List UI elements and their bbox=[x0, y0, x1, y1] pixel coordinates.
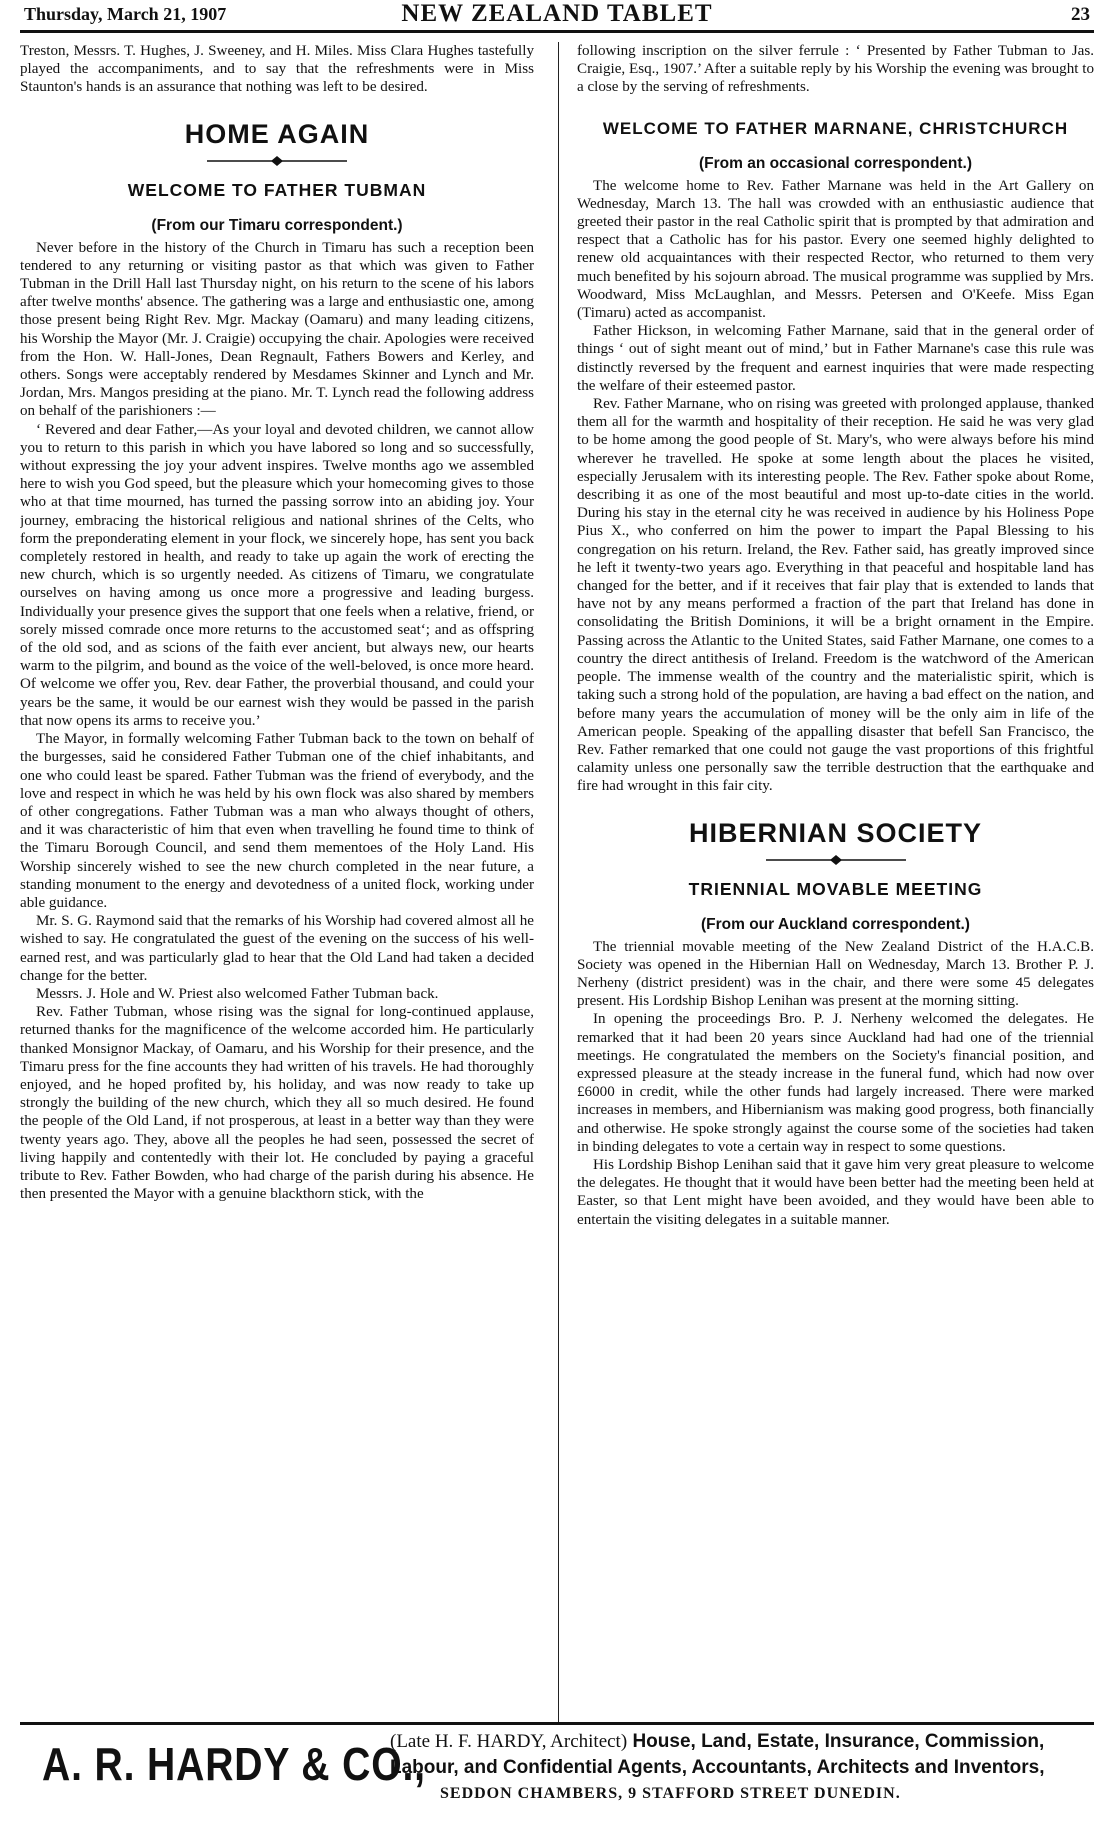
article-paragraph: His Lordship Bishop Lenihan said that it gave him very great pleasure to welcome the delegates. He thought that it would have been better had the meeting been held at Easter, so that Lent might have been avoided, and they would have been able to entertain the visiting delegates in a suitable manner. bbox=[577, 1156, 1094, 1228]
article-paragraph: Rev. Father Tubman, whose rising was the signal for long-continued applause, returned thanks for the magnificence of the welcome accorded him. He particularly thanked Monsignor Mackay, of Oamaru, and his Worship for their presence, and the Timaru press for the fine accounts they had written of his travels. He had thoroughly enjoyed, and he hoped profited by, his holiday, and was now ready to take up strongly the building of the new church, which they all so much desired. He found the people of the Old Land, if not prosperous, at least in a better way than they were twenty years ago. They, above all the peoples he had seen, possessed the secret of living happily and contentedly with their lot. He concluded by paying a graceful tribute to Rev. Father Bowden, who had charge of the parish during his absence. He then presented the Mayor with a genuine blackthorn stick, with the bbox=[20, 1004, 534, 1203]
services-line-2: Labour, and Confidential Agents, Accountants, Architects and Inventors, bbox=[390, 1757, 1045, 1778]
byline-occasional: (From an occasional correspondent.) bbox=[698, 154, 973, 172]
byline-timaru: (From our Timaru correspondent.) bbox=[151, 216, 403, 234]
article-paragraph: Messrs. J. Hole and W. Priest also welcomed Father Tubman back. bbox=[36, 985, 439, 1002]
article-title-tubman: WELCOME TO FATHER TUBMAN bbox=[127, 179, 427, 200]
advertisement-footer bbox=[20, 1722, 1094, 1820]
services-line-1 bbox=[390, 1731, 1044, 1753]
article-paragraph: Never before in the history of the Church in Timaru has such a reception been tendered to any returning or visiting pastor as that which was given to Father Tubman in the Drill Hall last Thursday night, on his return to the scene of his labors after twelve months' absence. The gathering was a large and enthusiastic one, among those present being Right Rev. Mgr. Mackay (Oamaru) and many leading citizens, his Worship the Mayor (Mr. J. Craigie) occupying the chair. Apologies were received from the Hon. W. Hall-Jones, Dean Regnault, Fathers Bowers and Kerley, and others. Songs were acceptably rendered by Mesdames Skinner and Lynch and Mr. Jordan, Mrs. Mangos presiding at the piano. Mr. T. Lynch read the following address on behalf of the parishioners :— bbox=[20, 239, 534, 420]
right-column bbox=[577, 42, 1094, 1717]
ornament-rule bbox=[207, 156, 347, 166]
article-paragraph: ‘ Revered and dear Father,—As your loyal and devoted children, we cannot allow you to return to this parish in which you have labored so long and so successfully, without expressing the joy your advent inspires. Twelve months ago we assembled here to wish you God speed, but the pleasure which your homecoming gives to those who at that time mourned, has turned the passing sorrow into an abiding joy. Your journey, embracing the historical religious and national shrines of the Celts, who form the preponderating element in your flock, we sincerely hope, has sent you back completely restored in health, and ready to take up again the work of erecting the new church, which is so urgently needed. As citizens of Timaru, we congratulate ourselves on having among us once more a progressive and leading burgess. Individually your presence gives the support that one feels when a relative, friend, or sorely missed comrade once more returns to the accustomed seat‘; and as offspring of the old sod, and as scions of the faith ever ancient, but always new, our hearts warm to the pilgrim, and bound as the voice of the well-beloved, is once more heard. Of welcome we offer you, Rev. dear Father, the proverbial thousand, and could your years be the same, it would be our earnest wish they would be passed in the parish that now opens its arms to receive you.’ bbox=[20, 421, 534, 729]
issue-date: Thursday, March 21, 1907 bbox=[24, 4, 227, 24]
article-paragraph: Mr. S. G. Raymond said that the remarks of his Worship had covered almost all he wished to say. He congratulated the guest of the evening on the success of his well-earned rest, and was particularly glad to hear that the Old Land had taken a decided change for the better. bbox=[20, 913, 534, 984]
article-paragraph: The triennial movable meeting of the New Zealand District of the H.A.C.B. Society was opened in the Hibernian Hall on Wednesday, March 13. Brother P. J. Nerheny (district president) was in the chair, and there were some 45 delegates present. His Lordship Bishop Lenihan was present at the morning sitting. bbox=[577, 938, 1094, 1010]
ornament-rule bbox=[766, 855, 906, 865]
byline-auckland: (From our Auckland correspondent.) bbox=[701, 915, 970, 933]
publication-title: NEW ZEALAND TABLET bbox=[401, 0, 713, 27]
article-paragraph: In opening the proceedings Bro. P. J. Nerheny welcomed the delegates. He remarked that it had been 20 years since Auckland had had one of the triennial meetings. He congratulated the members on the Society's financial position, and expressed pleasure at the steady increase in the funeral fund, which had now over £6000 in credit, while the other funds had largely increased. There were marked increases in members, and Hibernianism was making good progress, both financially and otherwise. He spoke strongly against the course some of the societies had taken in binding delegates to vote a certain way in respect to some questions. bbox=[577, 1011, 1094, 1155]
article-paragraph: The welcome home to Rev. Father Marnane was held in the Art Gallery on Wednesday, March 13. The hall was crowded with an enthusiastic audience that greeted their pastor in the real Catholic spirit that is prompted by that admiration and respect that a Catholic has for his pastor. Every one seemed highly delighted to renew old acquaintances with their respected Rector, who returned to them very much benefited by his sojourn abroad. The musical programme was supplied by Mrs. Woodward, Miss McLaughlan, and Messrs. Petersen and O'Keefe. Miss Egan (Timaru) acted as accompanist. bbox=[577, 177, 1094, 322]
services-text-1: House, Land, Estate, Insurance, Commission, bbox=[632, 1731, 1045, 1752]
article-title-marnane: WELCOME TO FATHER MARNANE, CHRISTCHURCH bbox=[602, 118, 1069, 138]
section-title-home-again: HOME AGAIN bbox=[184, 118, 370, 149]
firm-name: A. R. HARDY & CO., bbox=[42, 1738, 426, 1790]
firm-address: SEDDON CHAMBERS, 9 STAFFORD STREET DUNEDIN. bbox=[440, 1785, 901, 1802]
former-name: (Late H. F. HARDY, Architect) bbox=[390, 1731, 628, 1752]
article-paragraph: Rev. Father Marnane, who on rising was greeted with prolonged applause, thanked them all for the warmth and hospitality of their reception. He said he was very glad to be home among the good people of St. Mary's, who were always before his mind wherever he travelled. He spoke at some length about the places he visited, especially Jerusalem with its interesting people. The Rev. Father spoke about Rome, describing it as one of the most beautiful and most up-to-date cities in the world. During his stay in the eternal city he was received in audience by his Holiness Pope Pius X., who conferred on him the power to impart the Papal Blessing to his congregation on his return. Ireland, the Rev. Father said, has greatly improved since he left it twenty-two years ago. Everything in that peaceful and hospitable land has changed for the better, and if it receives that fair play that is extended to lands that have not by any means performed a fraction of the part that Ireland has done in consolidating the British Dominions, it will be a bright ornament in the Empire. Passing across the Atlantic to the United States, said Father Marnane, one comes to a country the direct antithesis of Ireland. Freedom is the watchword of the American people. The immense wealth of the country and the materialistic spirit, which is taking such a strong hold of the population, are having a bad effect on the nation, and before many years the accumulation of money will be the only aim in life of the American people. Speaking of the appalling disaster that befell San Francisco, the Rev. Father remarked that one could not gauge the vast proportions of this frightful calamity unless one personally saw the terrible destruction that the earthquake and fire had wrought in this fair city. bbox=[577, 396, 1094, 795]
article-paragraph: The Mayor, in formally welcoming Father Tubman back to the town on behalf of the burgesses, said he considered Father Tubman one of the chief inhabitants, and one who could least be spared. Father Tubman was the friend of everybody, and the love and respect in which he was held by his own flock was also shared by members of other congregations. Father Tubman was a man who always thought of others, and it was characteristic of him that even when travelling he found time to think of the Timaru Borough Council, and send them mementoes of the Holy Land. His Worship sincerely wished to see the new church completed in the near future, a standing monument to the energy and devotedness of a united flock, working under able guidance. bbox=[20, 731, 534, 911]
page-number: 23 bbox=[1071, 4, 1090, 25]
column-divider bbox=[558, 42, 559, 1722]
article-paragraph: Father Hickson, in welcoming Father Marnane, said that in the general order of things ‘ out of sight meant out of mind,’ but in Father Marnane's case this rule was distinctly reversed by the frequent and earnest inquiries that were made respecting the welfare of their esteemed pastor. bbox=[577, 323, 1094, 394]
intro-paragraph: Treston, Messrs. T. Hughes, J. Sweeney, and H. Miles. Miss Clara Hughes tastefully played the accompaniments, and to say that the refreshments were in Miss Staunton's hands is an assurance that nothing was left to be desired. bbox=[20, 43, 534, 96]
section-title-hibernian: HIBERNIAN SOCIETY bbox=[688, 817, 983, 848]
article-title-triennial: TRIENNIAL MOVABLE MEETING bbox=[688, 878, 983, 899]
continuation-paragraph: following inscription on the silver ferrule : ‘ Presented by Father Tubman to Jas. Craigie, Esq., 1907.’ After a suitable reply by his Worship the evening was brought to a close by the serving of refreshments. bbox=[577, 43, 1094, 96]
page-header bbox=[20, 0, 1094, 33]
left-column bbox=[20, 42, 534, 1717]
